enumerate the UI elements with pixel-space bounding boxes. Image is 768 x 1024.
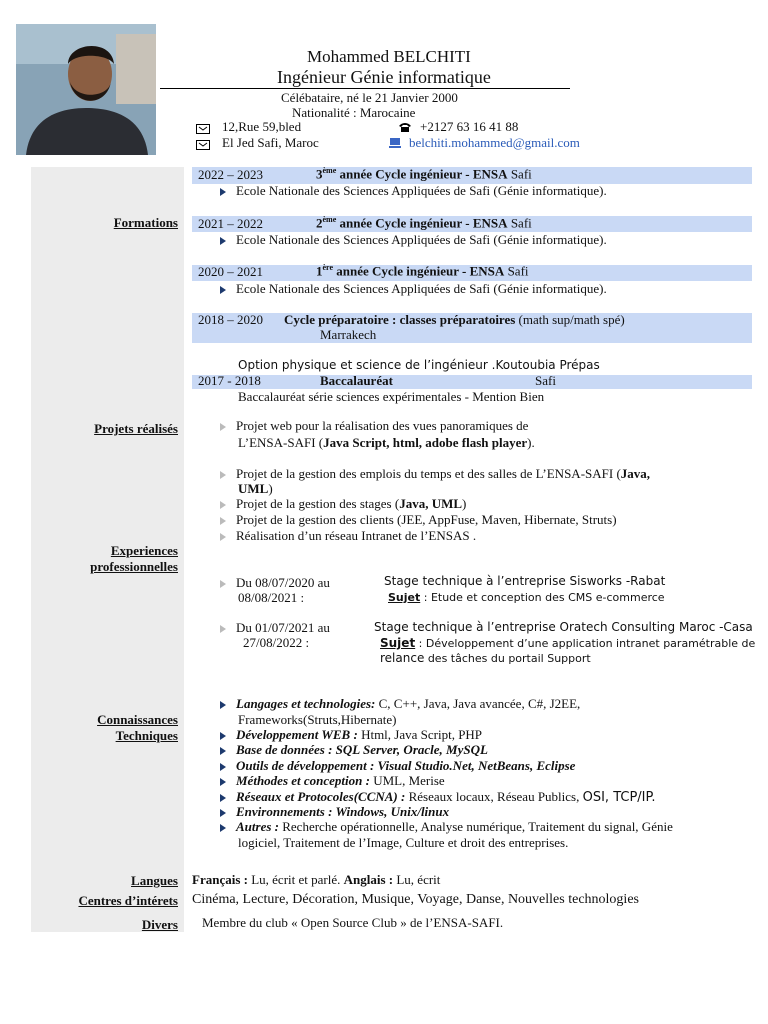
portrait-image bbox=[16, 24, 156, 155]
skill-item: Base de données : SQL Server, Oracle, MySQL bbox=[220, 742, 488, 758]
bullet-icon bbox=[220, 286, 226, 294]
formation-title: 3ème année Cycle ingénieur - ENSA Safi bbox=[316, 166, 532, 182]
prepa-city: Marrakech bbox=[320, 327, 377, 342]
formation-school: Ecole Nationale des Sciences Appliquées de Safi (Génie informatique). bbox=[220, 281, 607, 297]
bac-years: 2017 - 2018 bbox=[198, 373, 261, 388]
email-icon bbox=[389, 137, 401, 153]
skill-item: Développement WEB : Html, Java Script, PHP bbox=[220, 727, 482, 743]
bullet-icon bbox=[220, 423, 226, 431]
section-projets: Projets réalisés bbox=[94, 421, 178, 436]
project-item: Projet web pour la réalisation des vues panoramiques de bbox=[220, 418, 528, 434]
formation-school: Ecole Nationale des Sciences Appliquées de Safi (Génie informatique). bbox=[220, 183, 607, 199]
candidate-title: Ingénieur Génie informatique bbox=[277, 67, 491, 87]
bullet-icon bbox=[220, 501, 226, 509]
project-item: Réalisation d’un réseau Intranet de l’ENSAS . bbox=[220, 528, 476, 544]
section-experiences-2: professionnelles bbox=[90, 559, 178, 574]
nationality: Nationalité : Marocaine bbox=[292, 105, 416, 120]
skill-item: Langages et technologies: C, C++, Java, Java avancée, C#, J2EE, bbox=[220, 696, 580, 712]
experience-stage: Stage technique à l’entreprise Oratech Consulting Maroc -Casa bbox=[374, 620, 753, 634]
bullet-icon bbox=[220, 794, 226, 802]
experience-date: Du 01/07/2021 au bbox=[220, 620, 330, 636]
bullet-icon bbox=[220, 824, 226, 832]
experience-subject: Sujet : Etude et conception des CMS e-commerce bbox=[388, 591, 665, 604]
experience-date-end: 27/08/2022 : bbox=[243, 635, 310, 650]
skill-item: Outils de développement : Visual Studio.Net, NetBeans, Eclipse bbox=[220, 758, 575, 774]
bullet-icon bbox=[220, 747, 226, 755]
prepa-option: Option physique et science de l’ingénieur .Koutoubia Prépas bbox=[238, 358, 600, 372]
home-icon bbox=[196, 138, 210, 154]
section-langues: Langues bbox=[131, 873, 178, 888]
section-formations: Formations bbox=[113, 215, 178, 230]
profile-photo bbox=[16, 24, 156, 155]
bullet-icon bbox=[220, 533, 226, 541]
bullet-icon bbox=[220, 732, 226, 740]
bullet-icon bbox=[220, 471, 226, 479]
experience-subject: Sujet : Développement d’une application intranet paramétrable de bbox=[380, 636, 756, 650]
phone-number: +2127 63 16 41 88 bbox=[420, 119, 519, 134]
civil-status: Célébataire, né le 21 Janvier 2000 bbox=[281, 90, 458, 105]
section-divers: Divers bbox=[141, 917, 178, 932]
languages-line: Français : Lu, écrit et parlé. Anglais : Lu, écrit bbox=[192, 872, 441, 887]
email-link[interactable]: belchiti.mohammed@gmail.com bbox=[409, 135, 580, 150]
skill-item-cont: Frameworks(Struts,Hibernate) bbox=[238, 712, 397, 727]
experience-date: Du 08/07/2020 au bbox=[220, 575, 330, 591]
formation-school: Ecole Nationale des Sciences Appliquées de Safi (Génie informatique). bbox=[220, 232, 607, 248]
bullet-icon bbox=[220, 763, 226, 771]
formation-years: 2022 – 2023 bbox=[198, 167, 263, 182]
bullet-icon bbox=[220, 580, 226, 588]
project-item-cont: UML) bbox=[238, 481, 273, 496]
experience-subject-cont: relance des tâches du portail Support bbox=[380, 651, 591, 665]
project-item-cont: L’ENSA-SAFI (Java Script, html, adobe flash player). bbox=[238, 435, 535, 450]
bullet-icon bbox=[220, 188, 226, 196]
skill-item: Environnements : Windows, Unix/linux bbox=[220, 804, 449, 820]
bullet-icon bbox=[220, 237, 226, 245]
candidate-name: Mohammed BELCHITI bbox=[307, 47, 471, 66]
formation-title: 1ère année Cycle ingénieur - ENSA Safi bbox=[316, 263, 529, 279]
experience-date-end: 08/08/2021 : bbox=[238, 590, 305, 605]
prepa-title: Cycle préparatoire : classes préparatoires (math sup/math spé) bbox=[284, 312, 625, 327]
skill-item: Réseaux et Protocoles(CCNA) : Réseaux locaux, Réseau Publics, OSI, TCP/IP. bbox=[220, 789, 655, 805]
bac-band bbox=[192, 375, 752, 389]
skill-item-cont: logiciel, Traitement de l’Image, Culture et droit des entreprises. bbox=[238, 835, 569, 850]
section-connaissances-2: Techniques bbox=[115, 728, 178, 743]
bullet-icon bbox=[220, 701, 226, 709]
formation-title: 2ème année Cycle ingénieur - ENSA Safi bbox=[316, 215, 532, 231]
section-experiences-1: Experiences bbox=[110, 543, 178, 558]
title-underline bbox=[160, 88, 570, 89]
address-line-2: El Jed Safi, Maroc bbox=[222, 135, 319, 150]
interests-line: Cinéma, Lecture, Décoration, Musique, Voyage, Danse, Nouvelles technologies bbox=[192, 892, 639, 907]
skill-item: Autres : Recherche opérationnelle, Analyse numérique, Traitement du signal, Génie bbox=[220, 819, 673, 835]
project-item: Projet de la gestion des stages (Java, UML) bbox=[220, 496, 466, 512]
skill-item: Méthodes et conception : UML, Merise bbox=[220, 773, 445, 789]
formation-years: 2020 – 2021 bbox=[198, 264, 263, 279]
section-centres: Centres d’intérets bbox=[78, 893, 178, 908]
bullet-icon bbox=[220, 625, 226, 633]
bac-title: Baccalauréat bbox=[320, 373, 393, 388]
misc-line: Membre du club « Open Source Club » de l’ENSA-SAFI. bbox=[202, 915, 504, 930]
project-item: Projet de la gestion des clients (JEE, AppFuse, Maven, Hibernate, Struts) bbox=[220, 512, 617, 528]
formation-years: 2021 – 2022 bbox=[198, 216, 263, 231]
prepa-years: 2018 – 2020 bbox=[198, 312, 263, 327]
experience-stage: Stage technique à l’entreprise Sisworks -Rabat bbox=[384, 574, 666, 588]
project-item: Projet de la gestion des emplois du temps et des salles de L’ENSA-SAFI (Java, bbox=[220, 466, 650, 482]
section-connaissances-1: Connaissances bbox=[97, 712, 178, 727]
address-icon bbox=[196, 122, 210, 138]
bullet-icon bbox=[220, 809, 226, 817]
bullet-icon bbox=[220, 517, 226, 525]
address-line-1: 12,Rue 59,bled bbox=[222, 119, 302, 134]
bullet-icon bbox=[220, 778, 226, 786]
bac-city: Safi bbox=[535, 373, 556, 388]
bac-detail: Baccalauréat série sciences expérimentales - Mention Bien bbox=[238, 389, 545, 404]
